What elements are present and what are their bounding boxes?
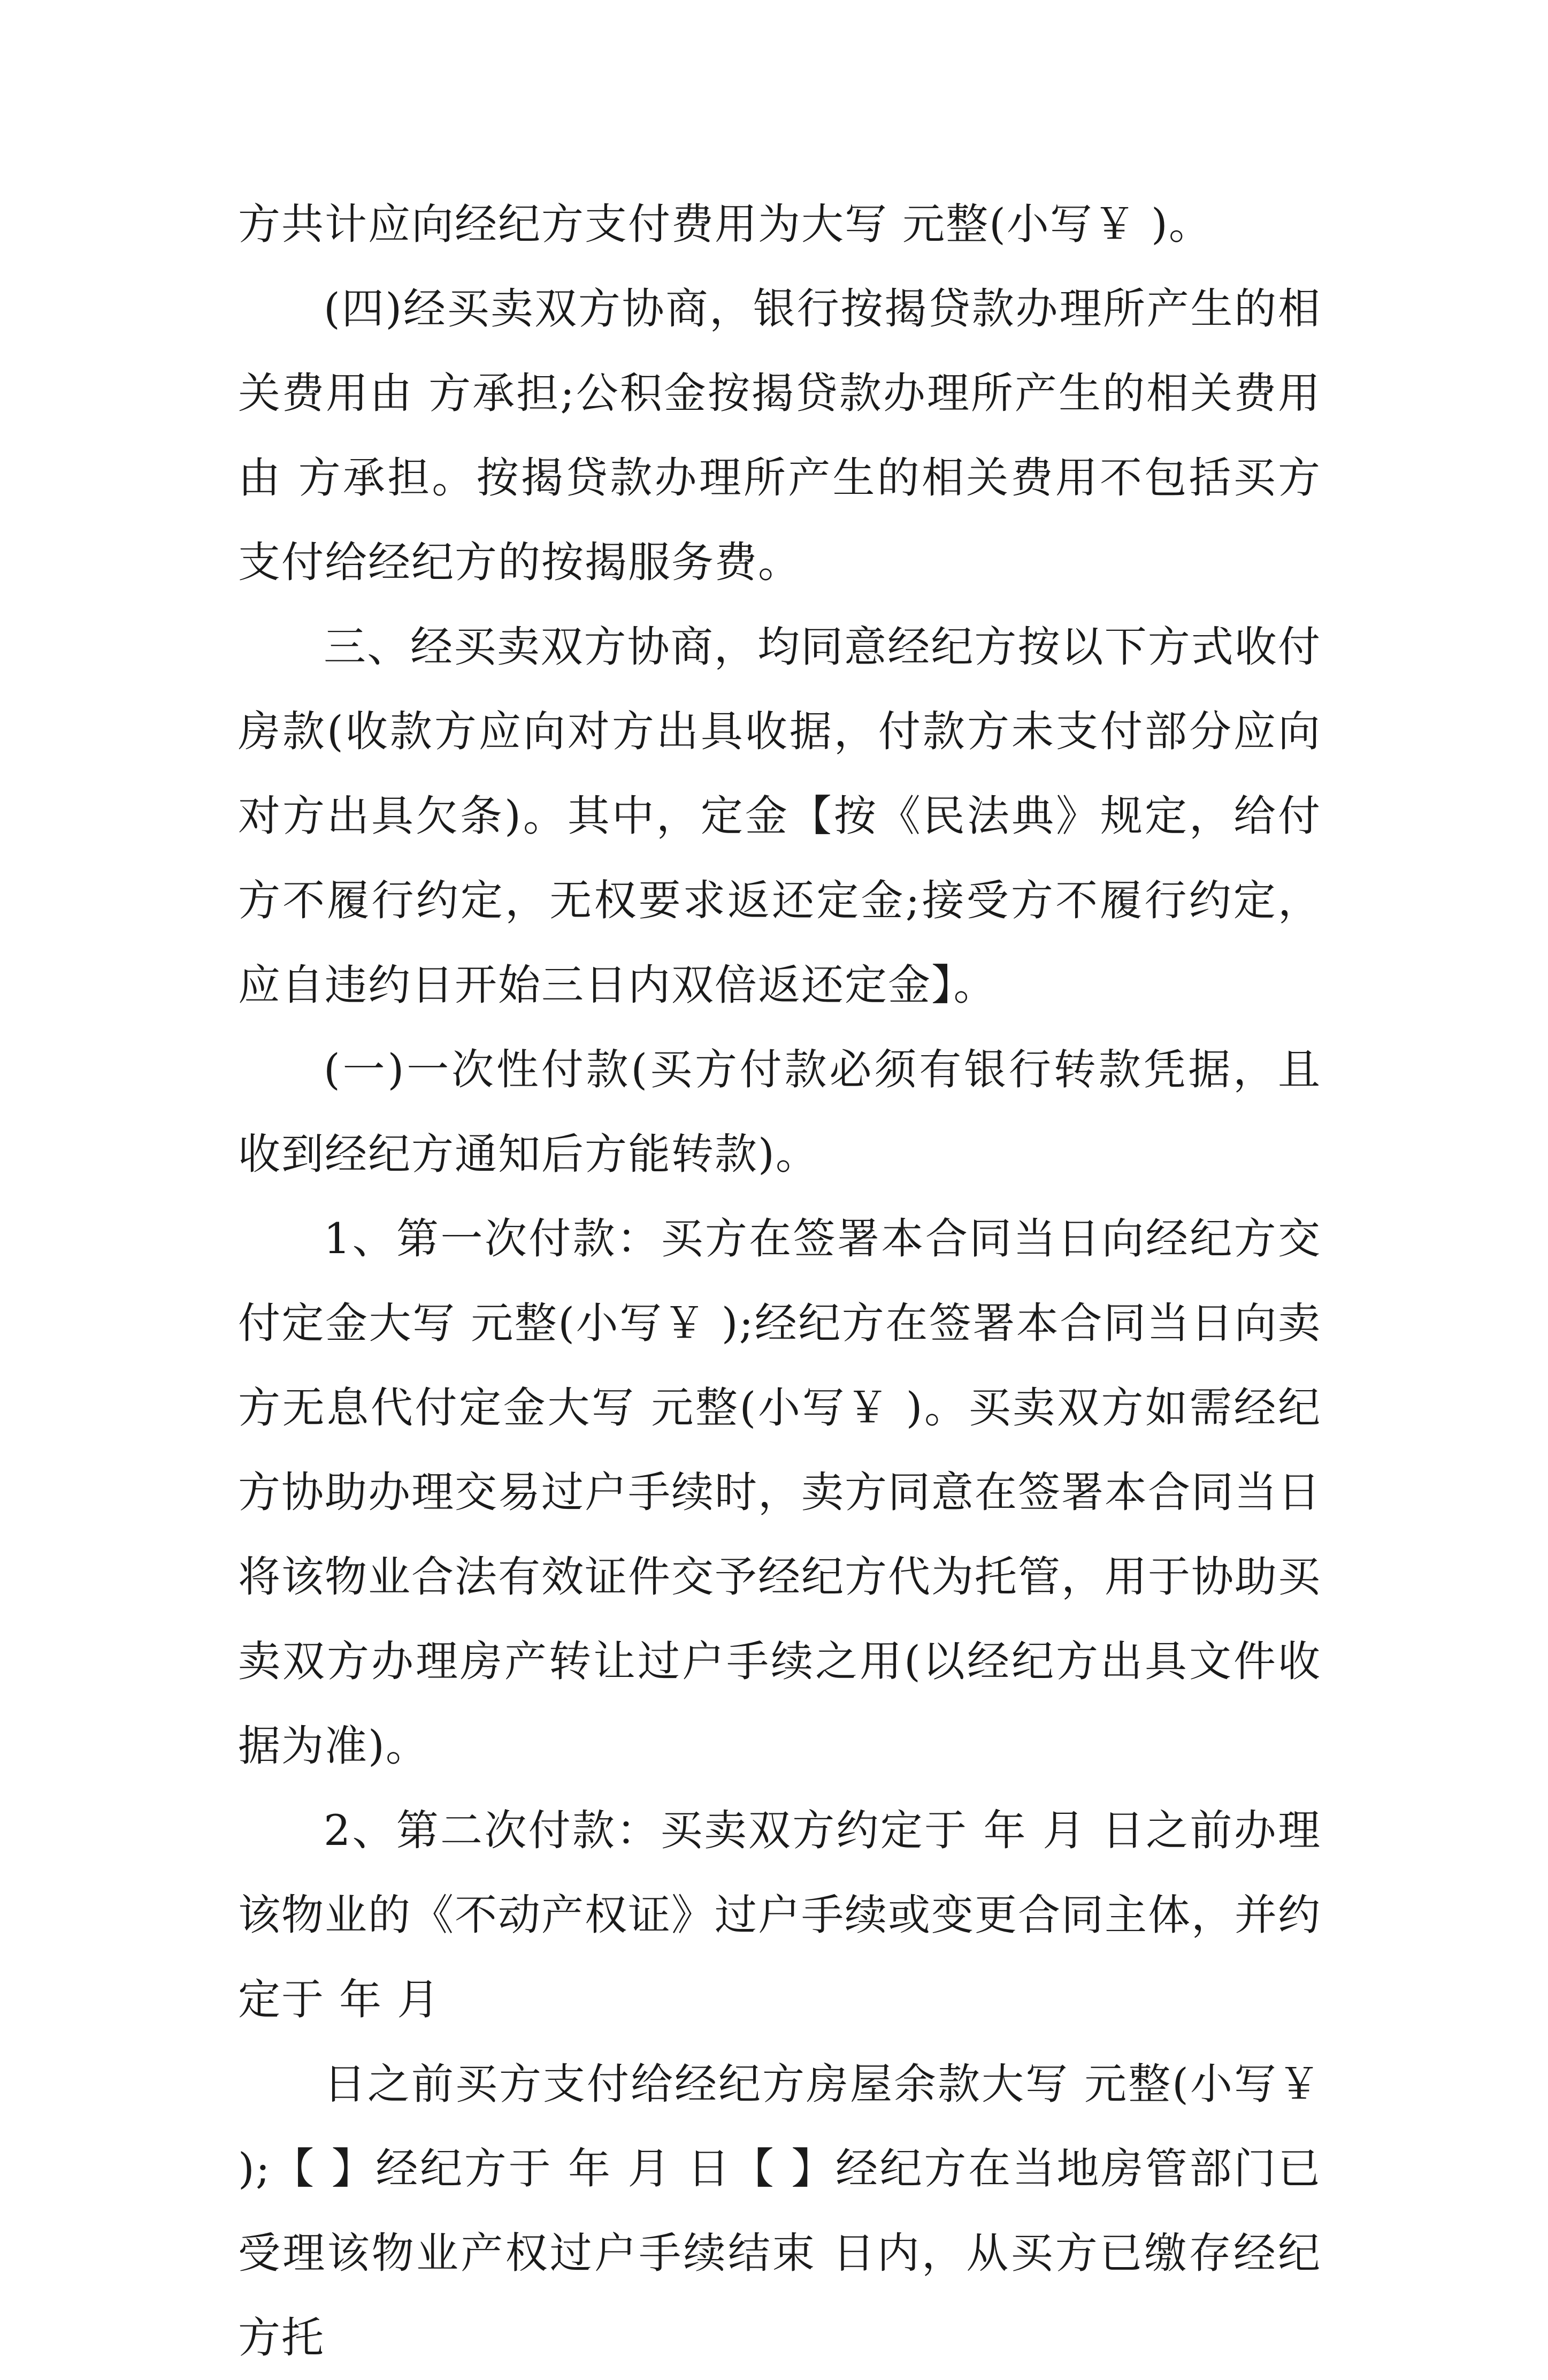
document-body bbox=[238, 182, 1321, 2380]
paragraph-mortgage-fees: (四)经买卖双方协商，银行按揭贷款办理所产生的相关费用由 方承担;公积金按揭贷款办理所产生的相关费用由 方承担。按揭贷款办理所产生的相关费用不包括买方支付给经纪方的按揭服务费。 bbox=[238, 284, 1321, 587]
paragraph-lump-sum-payment: (一)一次性付款(买方付款必须有银行转款凭据，且收到经纪方通知后方能转款)。 bbox=[238, 1045, 1321, 1179]
paragraph-payment-method: 三、经买卖双方协商，均同意经纪方按以下方式收付房款(收款方应向对方出具收据，付款方未支付部分应向对方出具欠条)。其中，定金【按《民法典》规定，给付方不履行约定，无权要求返还定金;接受方不履行约定，应自违约日开始三日内双倍返还定金】。 bbox=[238, 622, 1321, 1010]
paragraph-fee-total: 方共计应向经纪方支付费用为大写 元整(小写￥ )。 bbox=[238, 200, 1212, 249]
paragraph-first-payment: 1、第一次付款：买方在签署本合同当日向经纪方交付定金大写 元整(小写￥ );经纪方在签署本合同当日向卖方无息代付定金大写 元整(小写￥ )。买卖双方如需经纪方协助办理交易过户手续时，卖方同意在签署本合同当日将该物业合法有效证件交予经纪方代为托管，用于协助买卖双方办理房产转让过户手续之用(以经纪方出具文件收据为准)。 bbox=[238, 1214, 1321, 1771]
paragraph-second-payment: 2、第二次付款：买卖双方约定于 年 月 日之前办理该物业的《不动产权证》过户手续或变更合同主体，并约定于 年 月 bbox=[238, 1806, 1321, 2024]
paragraph-balance-payment: 日之前买方支付给经纪方房屋余款大写 元整(小写￥ );【 】经纪方于 年 月 日【 】经纪方在当地房管部门已受理该物业产权过户手续结束 日内，从买方已缴存经纪方托 bbox=[238, 2059, 1321, 2362]
